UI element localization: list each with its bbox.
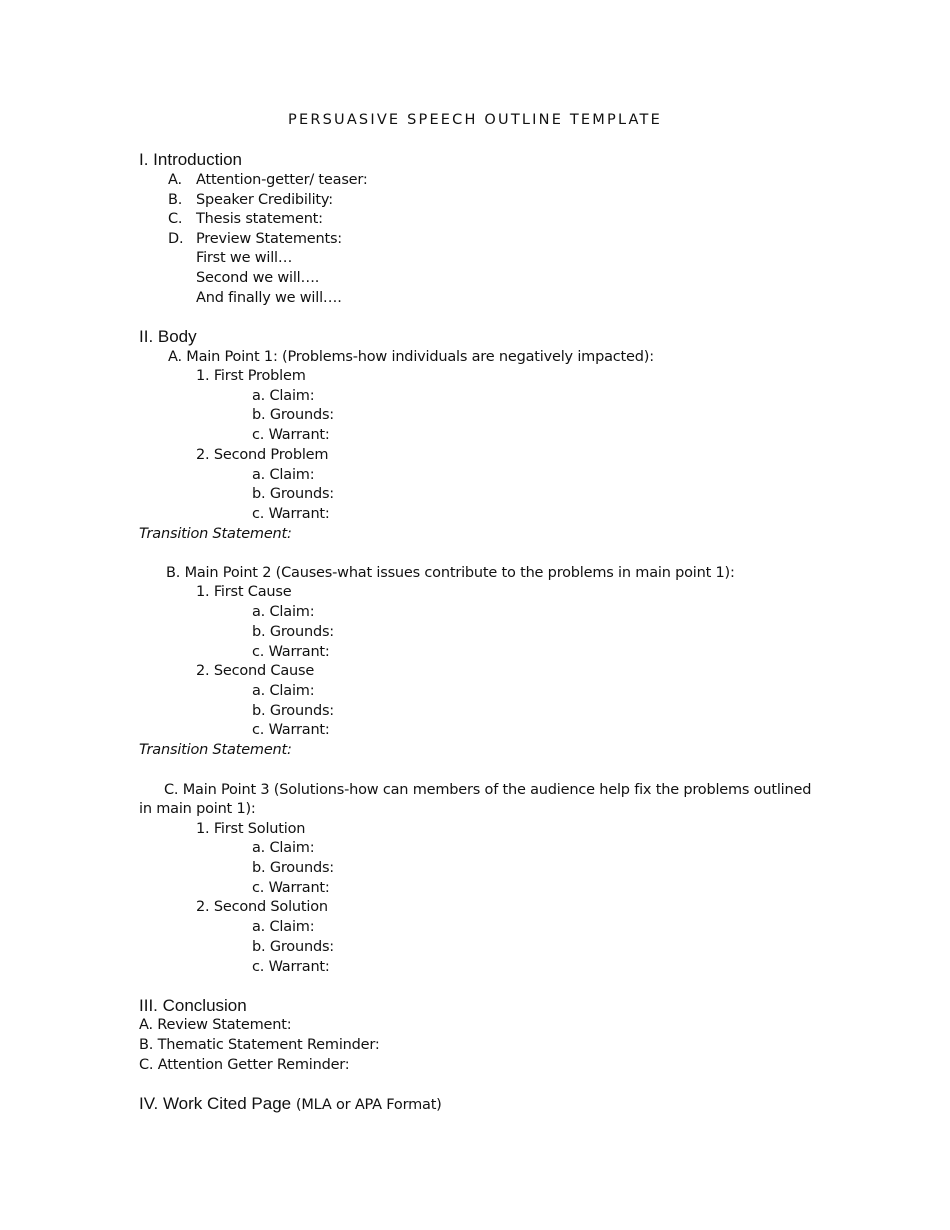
introduction-heading: I. Introduction: [139, 150, 243, 169]
works-cited-format-note: (MLA or APA Format): [295, 1097, 442, 1113]
claim-line: a. Claim:: [252, 683, 315, 699]
works-cited-heading: [139, 1094, 442, 1115]
claim-line: a. Claim:: [252, 604, 315, 620]
second-problem: 2. Second Problem: [196, 447, 329, 463]
grounds-line: b. Grounds:: [252, 860, 334, 876]
claim-line: a. Claim:: [252, 919, 315, 935]
main-point-3: C. Main Point 3 (Solutions-how can members of the audience help fix the problems outlined: [164, 782, 812, 798]
grounds-line: b. Grounds:: [252, 407, 334, 423]
first-problem: 1. First Problem: [196, 368, 306, 384]
intro-item-speaker-credibility: [168, 190, 333, 210]
claim-line: a. Claim:: [252, 388, 315, 404]
intro-item-attention-getter: [168, 170, 368, 190]
grounds-line: b. Grounds:: [252, 624, 334, 640]
intro-item-preview-statements: [168, 229, 342, 249]
warrant-line: c. Warrant:: [252, 506, 330, 522]
works-cited-title: IV. Work Cited Page: [139, 1094, 292, 1113]
transition-statement: Transition Statement:: [139, 526, 292, 542]
main-point-3-continued: in main point 1):: [139, 801, 256, 817]
second-cause: 2. Second Cause: [196, 663, 315, 679]
main-point-1: A. Main Point 1: (Problems-how individuals are negatively impacted):: [168, 349, 654, 365]
grounds-line: b. Grounds:: [252, 703, 334, 719]
preview-line-first: First we will…: [196, 250, 293, 266]
intro-item-text: Speaker Credibility:: [196, 192, 333, 208]
warrant-line: c. Warrant:: [252, 644, 330, 660]
first-solution: 1. First Solution: [196, 821, 306, 837]
main-point-2: B. Main Point 2 (Causes-what issues contribute to the problems in main point 1):: [166, 565, 735, 581]
warrant-line: c. Warrant:: [252, 959, 330, 975]
warrant-line: c. Warrant:: [252, 722, 330, 738]
intro-item-text: Attention-getter/ teaser:: [196, 172, 368, 188]
intro-item-text: Thesis statement:: [196, 211, 323, 227]
grounds-line: b. Grounds:: [252, 939, 334, 955]
claim-line: a. Claim:: [252, 840, 315, 856]
intro-item-thesis-statement: [168, 209, 323, 229]
conclusion-thematic-statement: B. Thematic Statement Reminder:: [139, 1037, 380, 1053]
preview-line-second: Second we will….: [196, 270, 320, 286]
warrant-line: c. Warrant:: [252, 880, 330, 896]
intro-item-text: Preview Statements:: [196, 231, 342, 247]
warrant-line: c. Warrant:: [252, 427, 330, 443]
conclusion-attention-getter: C. Attention Getter Reminder:: [139, 1057, 350, 1073]
conclusion-heading: III. Conclusion: [139, 996, 247, 1015]
claim-line: a. Claim:: [252, 467, 315, 483]
body-heading: II. Body: [139, 327, 197, 346]
document-title: PERSUASIVE SPEECH OUTLINE TEMPLATE: [288, 112, 662, 128]
preview-line-finally: And finally we will….: [196, 290, 342, 306]
second-solution: 2. Second Solution: [196, 899, 328, 915]
first-cause: 1. First Cause: [196, 584, 292, 600]
intro-item-marker: D.: [168, 231, 184, 247]
intro-item-marker: A.: [168, 172, 182, 188]
intro-item-marker: B.: [168, 192, 183, 208]
grounds-line: b. Grounds:: [252, 486, 334, 502]
conclusion-review-statement: A. Review Statement:: [139, 1017, 292, 1033]
intro-item-marker: C.: [168, 211, 183, 227]
transition-statement: Transition Statement:: [139, 742, 292, 758]
